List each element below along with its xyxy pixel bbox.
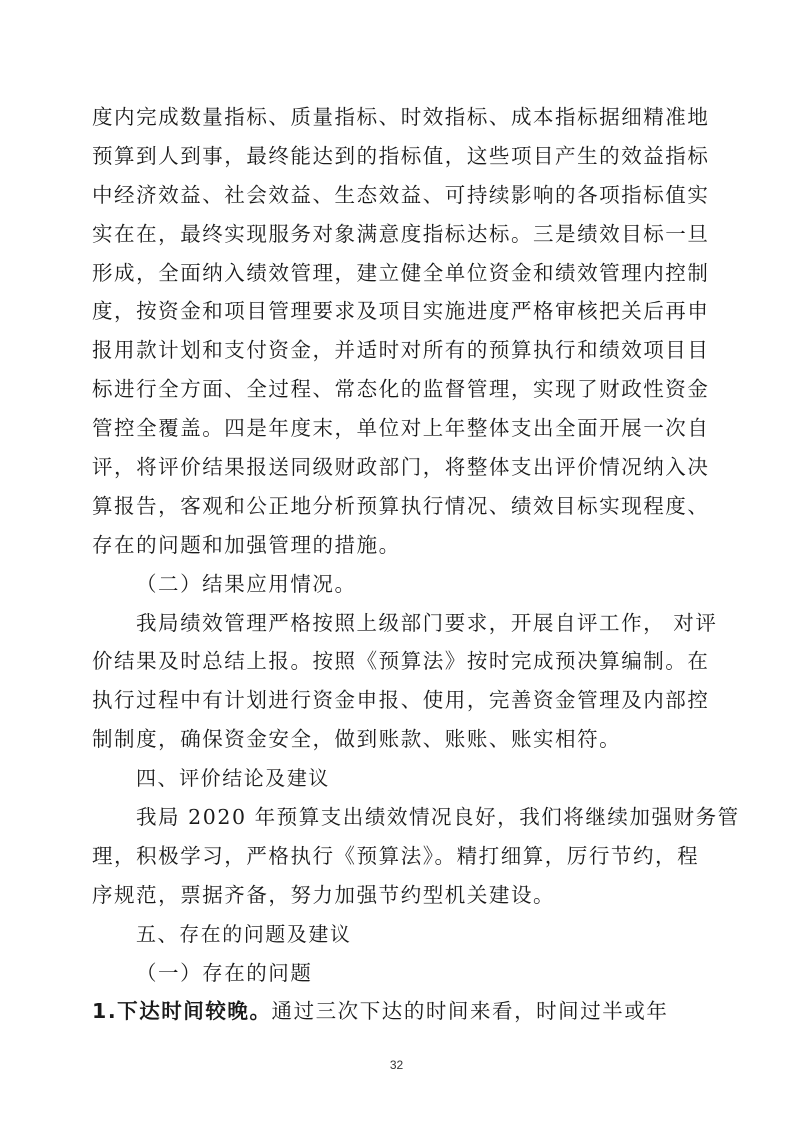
text-line: 理，积极学习，严格执行《预算法》。精打细算，厉行节约，程 xyxy=(92,843,700,868)
text-line: 中经济效益、社会效益、生态效益、可持续影响的各项指标值实 xyxy=(92,182,710,207)
heading-conclusion: 四、评价结论及建议 xyxy=(136,766,330,791)
subheading-existing-problems: （一）存在的问题 xyxy=(136,960,313,985)
bold-lead: 1.下达时间较晚。 xyxy=(92,999,272,1024)
text-line: 度内完成数量指标、质量指标、时效指标、成本指标据细精准地 xyxy=(92,105,710,129)
document-body xyxy=(92,98,740,1031)
text-line: 价结果及时总结上报。按照《预算法》按时完成预决算编制。在 xyxy=(92,649,710,674)
text-line: 评，将评价结果报送同级财政部门，将整体支出评价情况纳入决 xyxy=(92,455,710,480)
text-line: 报用款计划和支付资金，并适时对所有的预算执行和绩效项目目 xyxy=(92,338,710,363)
paragraph-result-application xyxy=(92,604,717,760)
subheading-result-application: （二）结果应用情况。 xyxy=(136,571,357,596)
text-line: 算报告，客观和公正地分析预算执行情况、绩效目标实现程度、 xyxy=(92,493,710,518)
text-line: 序规范，票据齐备，努力加强节约型机关建设。 xyxy=(92,882,556,907)
text-line: 度，按资金和项目管理要求及项目实施进度严格审核把关后再申 xyxy=(92,299,710,324)
paragraph-late-issuance xyxy=(92,992,717,1031)
text-line: 执行过程中有计划进行资金申报、使用，完善资金管理及内部控 xyxy=(92,688,710,713)
text-line: 预算到人到事，最终能达到的指标值，这些项目产生的效益指标 xyxy=(92,143,710,168)
heading-problems: 五、存在的问题及建议 xyxy=(136,921,352,946)
paragraph-performance-targets xyxy=(92,98,717,565)
text-line: 管控全覆盖。四是年度末，单位对上年整体支出全面开展一次自 xyxy=(92,416,710,441)
page-number: 32 xyxy=(389,1058,404,1072)
text-line: 我局 2020 年预算支出绩效情况良好，我们将继续加强财务管 xyxy=(136,805,740,830)
text-line: 实在在，最终实现服务对象满意度指标达标。三是绩效目标一旦 xyxy=(92,221,710,246)
text-line: 存在的问题和加强管理的措施。 xyxy=(92,532,401,557)
text-line: 标进行全方面、全过程、常态化的监督管理，实现了财政性资金 xyxy=(92,377,710,402)
text-line: 制制度，确保资金安全，做到账款、账账、账实相符。 xyxy=(92,727,622,752)
paragraph-conclusion xyxy=(92,798,740,915)
text-run: 通过三次下达的时间来看，时间过半或年 xyxy=(271,999,669,1024)
text-line: 我局绩效管理严格按照上级部门要求，开展自评工作， 对评 xyxy=(136,610,718,635)
text-line: 形成，全面纳入绩效管理，建立健全单位资金和绩效管理内控制 xyxy=(92,260,710,285)
